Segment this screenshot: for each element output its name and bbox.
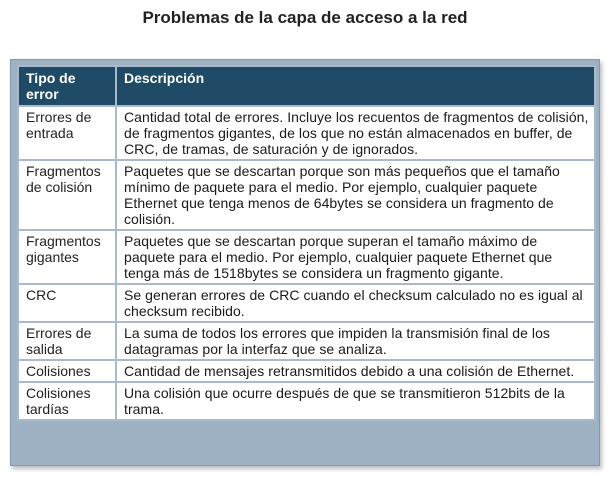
errors-table [17, 65, 596, 421]
header-error-type: Tipo de error [18, 66, 116, 106]
error-type-cell: Errores de salida [18, 322, 116, 360]
description-cell: Paquetes que se descartan porque superan el tamaño máximo de paquete para el medio. Por ejemplo, cualquier paquete Ethernet que tenga más de 1518bytes se considera un fragmento gigante. [116, 230, 595, 284]
table-row [18, 382, 595, 420]
description-cell: Se generan errores de CRC cuando el checksum calculado no es igual al checksum recibido. [116, 284, 595, 322]
error-type-cell: Fragmentos gigantes [18, 230, 116, 284]
error-type-cell: Colisiones [18, 360, 116, 382]
table-row [18, 322, 595, 360]
description-cell: La suma de todos los errores que impiden la transmisión final de los datagramas por la interfaz que se analiza. [116, 322, 595, 360]
table-row [18, 284, 595, 322]
table-row [18, 160, 595, 230]
table-row [18, 360, 595, 382]
error-type-cell: Errores de entrada [18, 106, 116, 160]
description-cell: Cantidad total de errores. Incluye los recuentos de fragmentos de colisión, de fragmentos gigantes, de los que no están almacenados en buffer, de CRC, de tramas, de saturación y de ignorados. [116, 106, 595, 160]
table-row [18, 230, 595, 284]
error-type-cell: Fragmentos de colisión [18, 160, 116, 230]
page-title: Problemas de la capa de acceso a la red [142, 8, 468, 27]
error-type-cell: Colisiones tardías [18, 382, 116, 420]
error-type-cell: CRC [18, 284, 116, 322]
description-cell: Cantidad de mensajes retransmitidos debido a una colisión de Ethernet. [116, 360, 595, 382]
table-row [18, 106, 595, 160]
table-frame [10, 59, 600, 466]
header-description: Descripción [116, 66, 595, 106]
description-cell: Paquetes que se descartan porque son más pequeños que el tamaño mínimo de paquete para el medio. Por ejemplo, cualquier paquete Ethernet que tenga menos de 64bytes se considera un fragmento de colisión. [116, 160, 595, 230]
table-header-row [18, 66, 595, 106]
description-cell: Una colisión que ocurre después de que se transmitieron 512bits de la trama. [116, 382, 595, 420]
